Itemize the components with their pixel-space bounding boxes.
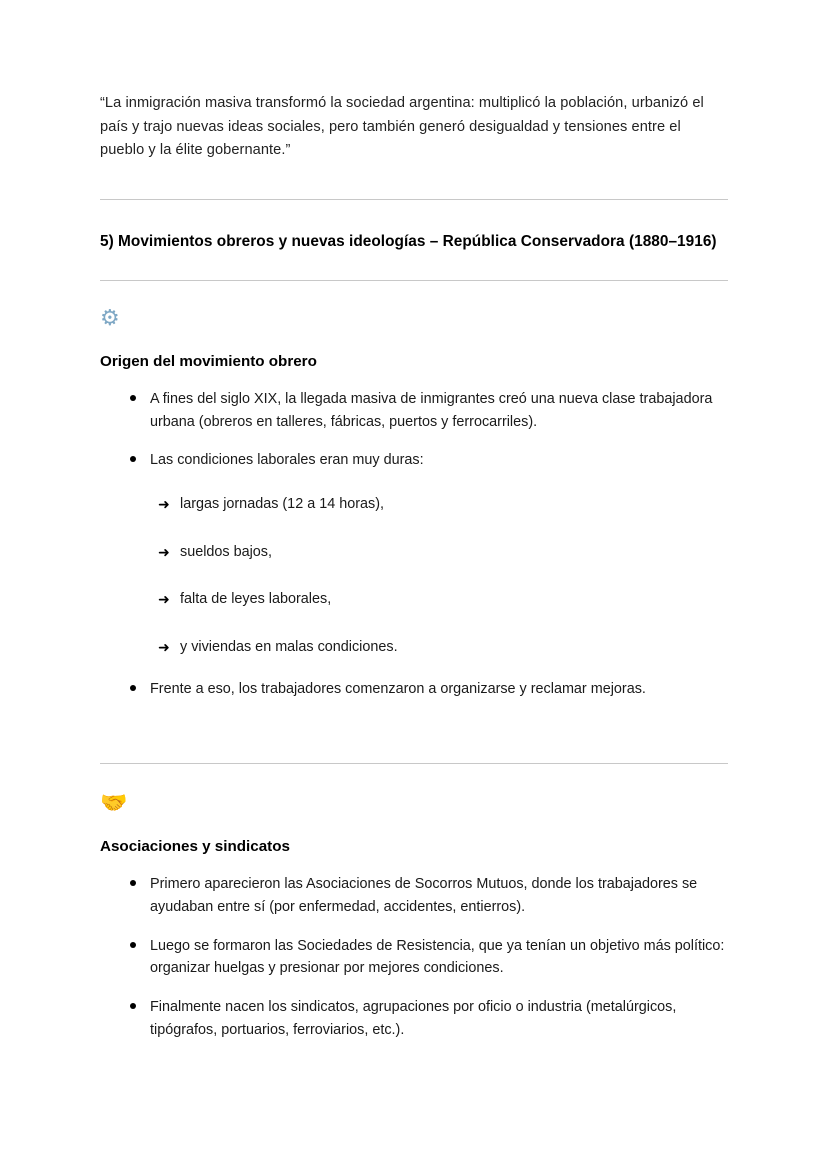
gear-icon: ⚙ xyxy=(100,304,120,330)
list-item xyxy=(100,542,728,564)
arrow-right-icon: ➜ xyxy=(158,496,170,513)
bullet-list-asociaciones xyxy=(100,873,728,1042)
list-item xyxy=(100,589,728,611)
bullet-dot-icon xyxy=(130,942,136,948)
arrow-right-icon: ➜ xyxy=(158,591,170,608)
list-item-text: largas jornadas (12 a 14 horas), xyxy=(180,496,384,513)
divider-below-section-title xyxy=(100,280,728,281)
list-item xyxy=(100,494,728,516)
list-item xyxy=(100,935,728,981)
intro-quote: “La inmigración masiva transformó la sociedad argentina: multiplicó la población, urbanizó el país y trajo nuevas ideas sociales, pero también generó desigualdad y tensiones entre el pueblo y la élite gobernante.” xyxy=(100,95,704,159)
bullet-list-origen-cierre xyxy=(100,678,728,701)
list-item-text: Las condiciones laborales eran muy duras: xyxy=(150,452,424,469)
list-item-text: Primero aparecieron las Asociaciones de Socorros Mutuos, donde los trabajadores se ayudaban entre sí (por enfermedad, accidentes, entierros). xyxy=(150,876,698,915)
bullet-dot-icon xyxy=(130,880,136,886)
list-item xyxy=(100,637,728,659)
list-item xyxy=(100,449,728,472)
bullet-dot-icon xyxy=(130,456,136,462)
section-title: 5) Movimientos obreros y nuevas ideologías – República Conservadora (1880–1916) xyxy=(100,232,717,250)
arrow-right-icon: ➜ xyxy=(158,638,170,655)
subsection-heading-asociaciones: Asociaciones y sindicatos xyxy=(100,838,290,856)
divider-between-blocks xyxy=(100,763,728,764)
document-content xyxy=(100,92,728,1042)
subsection-heading-origen: Origen del movimiento obrero xyxy=(100,352,317,370)
list-item-text: y viviendas en malas condiciones. xyxy=(180,638,398,655)
list-item-text: Frente a eso, los trabajadores comenzaron a organizarse y reclamar mejoras. xyxy=(150,681,646,698)
list-item-text: Finalmente nacen los sindicatos, agrupaciones por oficio o industria (metalúrgicos, tipógrafos, portuarios, ferroviarios, etc.). xyxy=(150,999,677,1038)
arrow-right-icon: ➜ xyxy=(158,543,170,560)
bullet-dot-icon xyxy=(130,1003,136,1009)
list-item xyxy=(100,996,728,1042)
bullet-dot-icon xyxy=(130,395,136,401)
list-item xyxy=(100,678,728,701)
list-item xyxy=(100,388,728,434)
handshake-icon: 🤝 xyxy=(100,790,128,816)
bullet-list-origen xyxy=(100,388,728,472)
list-item-text: sueldos bajos, xyxy=(180,543,273,560)
list-item-text: falta de leyes laborales, xyxy=(180,591,332,608)
bullet-dot-icon xyxy=(130,685,136,691)
arrow-list-condiciones xyxy=(100,494,728,658)
divider-above-section-title xyxy=(100,199,728,200)
list-item xyxy=(100,873,728,919)
list-item-text: A fines del siglo XIX, la llegada masiva de inmigrantes creó una nueva clase trabajadora urbana (obreros en talleres, fábricas, puertos y ferrocarriles). xyxy=(150,390,713,430)
list-item-text: Luego se formaron las Sociedades de Resistencia, que ya tenían un objetivo más político: organizar huelgas y presionar por mejores condiciones. xyxy=(150,937,725,977)
